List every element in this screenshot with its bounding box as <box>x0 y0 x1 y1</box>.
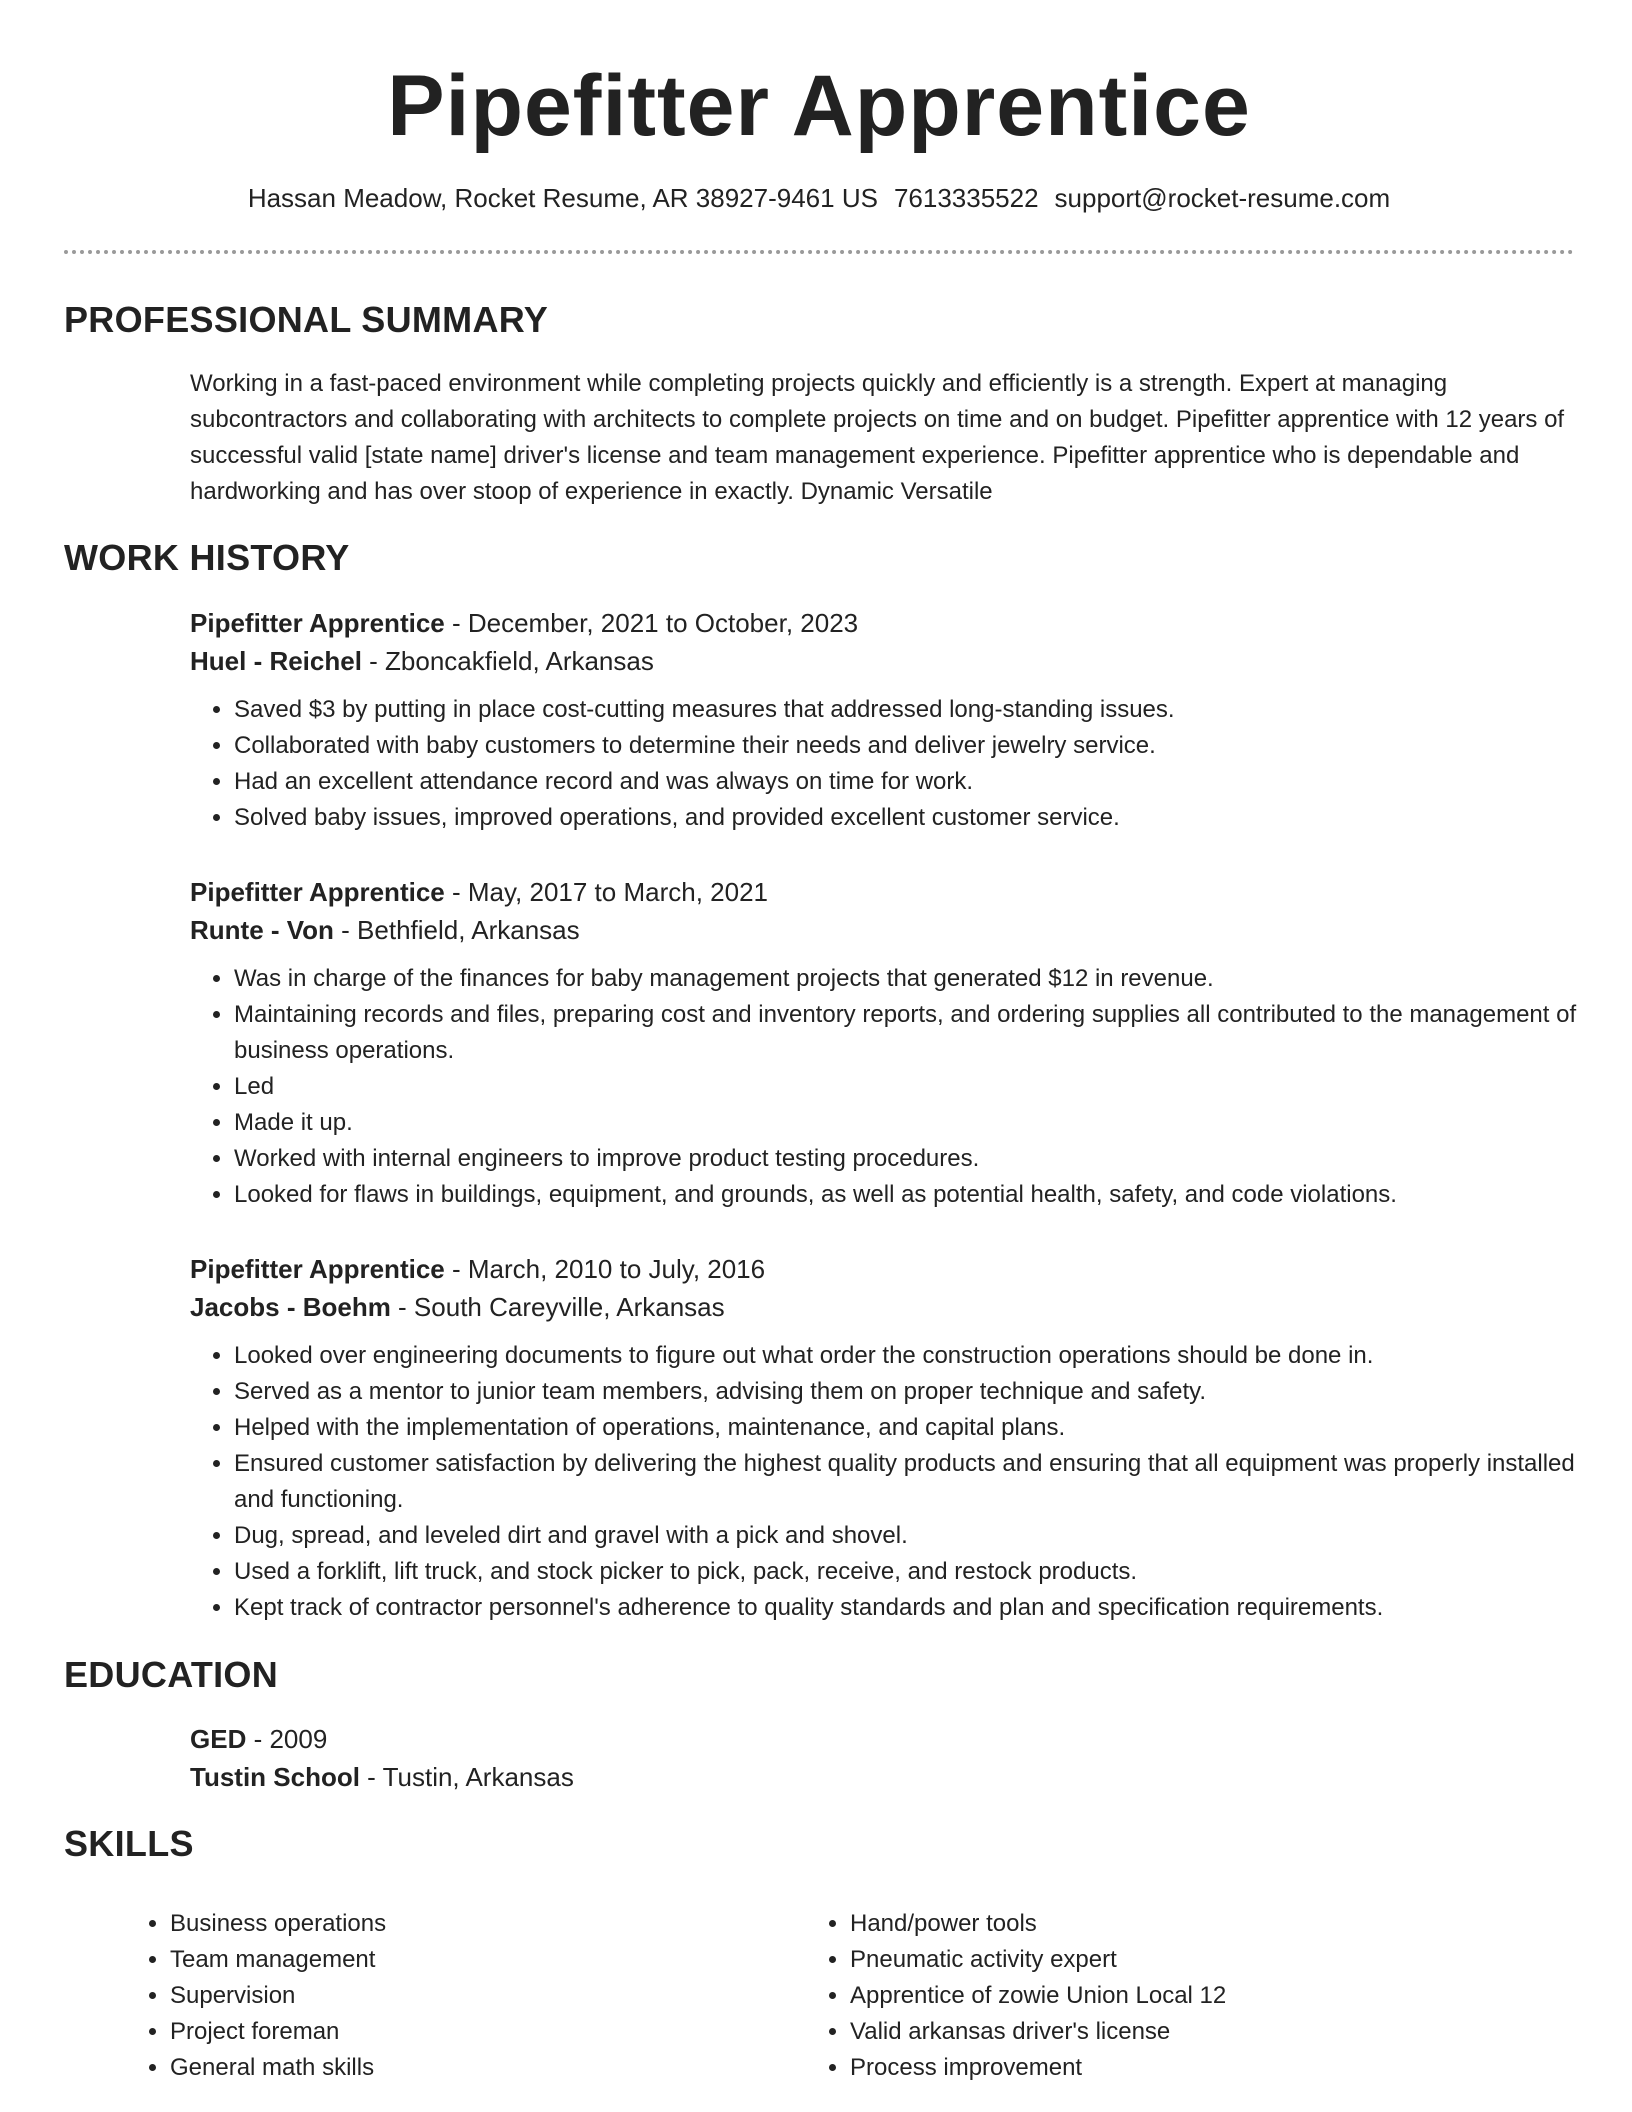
job-company-line <box>190 1288 1610 1326</box>
job-bullets <box>190 692 1610 836</box>
contact-line <box>64 180 1574 216</box>
list-item: • Apprentice of zowie Union Local 12 <box>850 1978 1486 2014</box>
job-location: - South Careyville, Arkansas <box>390 1292 725 1322</box>
summary-heading: PROFESSIONAL SUMMARY <box>64 299 549 340</box>
list-item: • Was in charge of the finances for baby management projects that generated $12 in revenue. <box>234 961 1610 997</box>
list-item: • Hand/power tools <box>850 1906 1486 1942</box>
job-location: - Zboncakfield, Arkansas <box>361 646 654 676</box>
job-location: - Bethfield, Arkansas <box>333 915 580 945</box>
job-title-line <box>190 873 1610 911</box>
list-item: • Team management <box>170 1942 806 1978</box>
education-degree: GED <box>190 1724 247 1754</box>
list-item: • Used a forklift, lift truck, and stock picker to pick, pack, receive, and restock products. <box>234 1554 1610 1590</box>
list-item: • Project foreman <box>170 2014 806 2050</box>
contact-phone: 7613335522 <box>893 183 1039 213</box>
list-item: • Led <box>234 1069 1610 1105</box>
list-item: • Ensured customer satisfaction by delivering the highest quality products and ensuring that all equipment was properly installed and functioning. <box>234 1446 1610 1518</box>
summary-text: Working in a fast-paced environment while completing projects quickly and efficiently is a strength. Expert at managing subcontractors and collaborating with architects to complete projects on time and on budget. Pipefitter apprentice with 12 years of successful valid [state name] driver's license and team management experience. Pipefitter apprentice who is dependable and hardworking and has over stoop of experience in exactly. Dynamic Versatile <box>190 370 1565 505</box>
list-item: • General math skills <box>170 2050 806 2086</box>
job-dates: - March, 2010 to July, 2016 <box>444 1254 766 1284</box>
resume-name: Pipefitter Apprentice <box>387 58 1251 154</box>
education-heading: EDUCATION <box>64 1654 279 1695</box>
list-item: • Saved $3 by putting in place cost-cutting measures that addressed long-standing issues. <box>234 692 1610 728</box>
list-item: • Maintaining records and files, preparing cost and inventory reports, and ordering supplies all contributed to the management of business operations. <box>234 997 1610 1069</box>
education-school-line <box>190 1758 1610 1796</box>
list-item: • Made it up. <box>234 1105 1610 1141</box>
list-item: • Pneumatic activity expert <box>850 1942 1486 1978</box>
skills-column-right <box>806 1906 1486 2086</box>
job-bullets <box>190 1338 1610 1626</box>
list-item: • Served as a mentor to junior team members, advising them on proper technique and safety. <box>234 1374 1610 1410</box>
skills-list <box>126 1906 1546 2086</box>
header-divider <box>64 250 1574 254</box>
job-role: Pipefitter Apprentice <box>190 1254 445 1284</box>
job-company-line <box>190 642 1610 680</box>
education-entry <box>190 1720 1610 1796</box>
education-location: - Tustin, Arkansas <box>359 1762 574 1792</box>
skills-heading: SKILLS <box>64 1823 194 1864</box>
list-item: • Solved baby issues, improved operations, and provided excellent customer service. <box>234 800 1610 836</box>
list-item: • Worked with internal engineers to improve product testing procedures. <box>234 1141 1610 1177</box>
work-history-heading: WORK HISTORY <box>64 537 350 578</box>
list-item: • Process improvement <box>850 2050 1486 2086</box>
job-dates: - May, 2017 to March, 2021 <box>444 877 768 907</box>
job-entry-3 <box>190 1250 1610 1626</box>
list-item: • Business operations <box>170 1906 806 1942</box>
list-item: • Collaborated with baby customers to determine their needs and deliver jewelry service. <box>234 728 1610 764</box>
job-company: Huel - Reichel <box>190 646 362 676</box>
education-school: Tustin School <box>190 1762 360 1792</box>
education-year: - 2009 <box>246 1724 328 1754</box>
job-role: Pipefitter Apprentice <box>190 608 445 638</box>
job-entry-1 <box>190 604 1610 836</box>
job-title-line <box>190 604 1610 642</box>
contact-address: Hassan Meadow, Rocket Resume, AR 38927-9461 US <box>247 183 878 213</box>
education-degree-line <box>190 1720 1610 1758</box>
skills-column-left <box>126 1906 806 2086</box>
contact-email: support@rocket-resume.com <box>1054 183 1391 213</box>
list-item: • Helped with the implementation of operations, maintenance, and capital plans. <box>234 1410 1610 1446</box>
list-item: • Looked for flaws in buildings, equipment, and grounds, as well as potential health, safety, and code violations. <box>234 1177 1610 1213</box>
job-title-line <box>190 1250 1610 1288</box>
list-item: • Kept track of contractor personnel's adherence to quality standards and plan and specification requirements. <box>234 1590 1610 1626</box>
job-company: Jacobs - Boehm <box>190 1292 391 1322</box>
job-company: Runte - Von <box>190 915 334 945</box>
list-item: • Supervision <box>170 1978 806 2014</box>
job-entry-2 <box>190 873 1610 1213</box>
list-item: • Looked over engineering documents to figure out what order the construction operations should be done in. <box>234 1338 1610 1374</box>
job-company-line <box>190 911 1610 949</box>
job-bullets <box>190 961 1610 1213</box>
list-item: • Had an excellent attendance record and was always on time for work. <box>234 764 1610 800</box>
job-role: Pipefitter Apprentice <box>190 877 445 907</box>
list-item: • Dug, spread, and leveled dirt and gravel with a pick and shovel. <box>234 1518 1610 1554</box>
list-item: • Valid arkansas driver's license <box>850 2014 1486 2050</box>
job-dates: - December, 2021 to October, 2023 <box>444 608 859 638</box>
